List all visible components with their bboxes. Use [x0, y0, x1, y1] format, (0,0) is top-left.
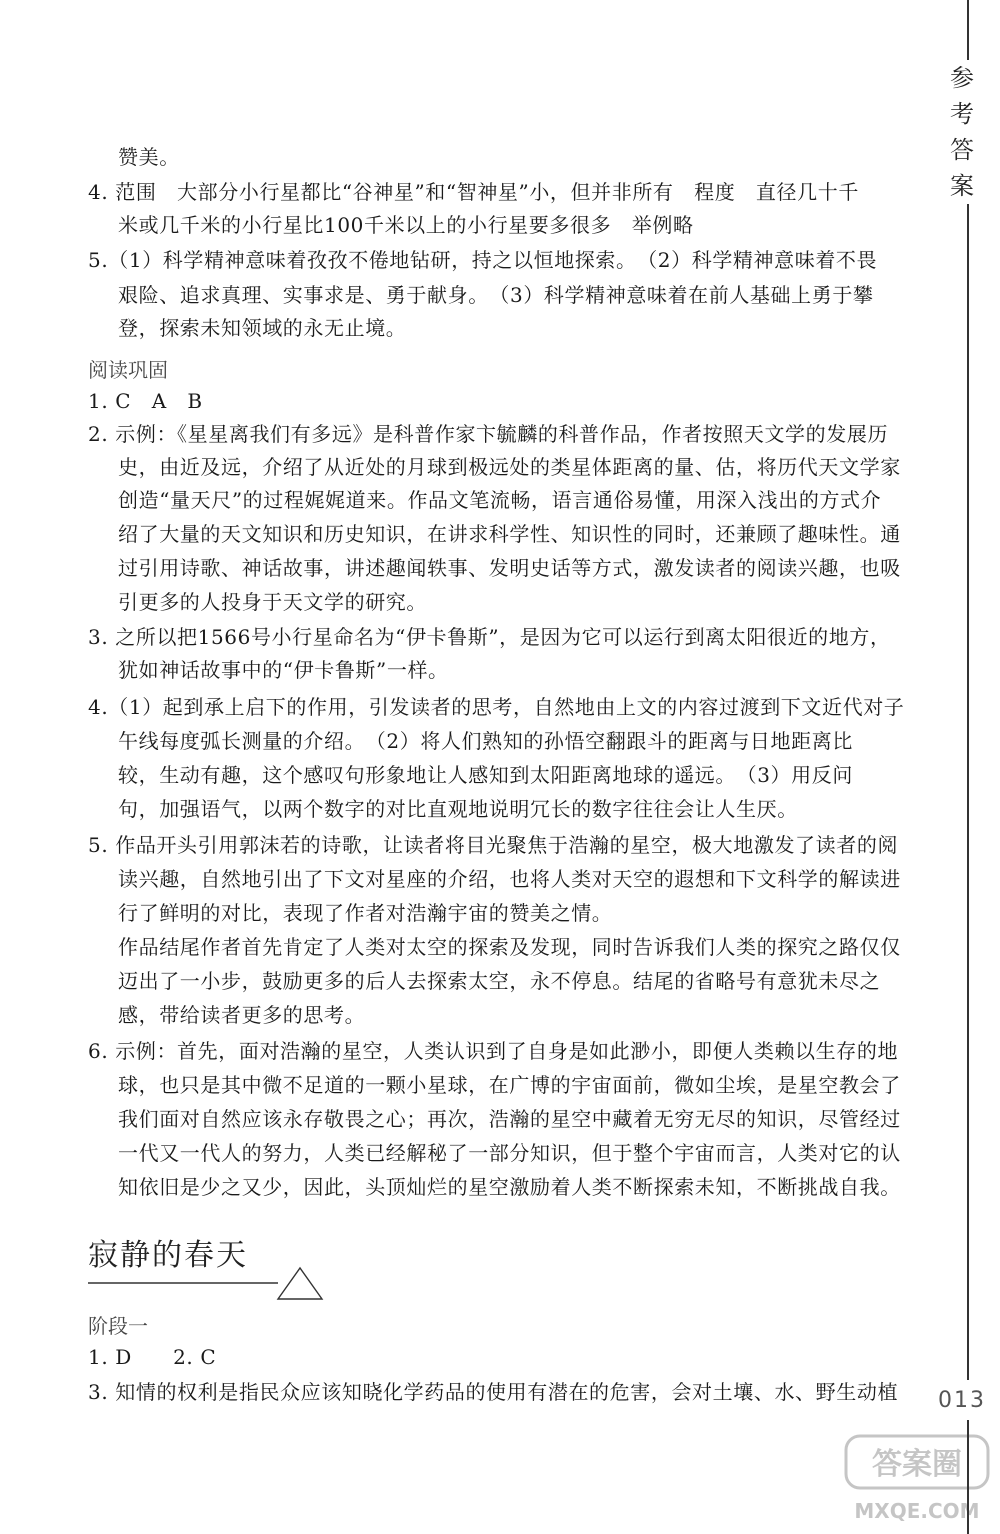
chapter-title: 寂静的春天 — [88, 1238, 248, 1273]
body-line: 感，带给读者更多的思考。 — [118, 1003, 366, 1027]
body-line: 作品结尾作者首先肯定了人类对太空的探索及发现，同时告诉我们人类的探究之路仅仅 — [118, 935, 901, 959]
watermark-logo — [842, 1428, 992, 1528]
body-line: 米或几千米的小行星比100千米以上的小行星要多很多 举例略 — [118, 213, 694, 237]
body-line: 知依旧是少之又少，因此，头顶灿烂的星空激励着人类不断探索未知，不断挑战自我。 — [118, 1175, 901, 1199]
body-line: 1. C A B — [88, 389, 203, 413]
body-line: 创造“量天尺”的过程娓娓道来。作品文笔流畅，语言通俗易懂，用深入浅出的方式介 — [118, 488, 882, 512]
body-line: 6. 示例：首先，面对浩瀚的星空，人类认识到了自身是如此渺小，即便人类赖以生存的地 — [88, 1039, 899, 1063]
side-tab-char: 参 — [950, 64, 974, 92]
body-line: 艰险、追求真理、实事求是、勇于献身。 （3）科学精神意味着在前人基础上勇于攀 — [118, 283, 874, 307]
body-line: 登，探索未知领域的永无止境。 — [118, 316, 407, 340]
body-line: 史，由近及远，介绍了从近处的月球到极远处的类星体距离的量、估，将历代天文学家 — [118, 455, 901, 479]
section-label-stage: 阶段一 — [88, 1314, 148, 1338]
body-line: 球，也只是其中微不足道的一颗小星球，在广博的宇宙面前，微如尘埃，是星空教会了 — [118, 1073, 901, 1097]
body-line: 行了鲜明的对比，表现了作者对浩瀚宇宙的赞美之情。 — [118, 901, 613, 925]
margin-rule — [967, 0, 969, 1380]
page-number: 013 — [938, 1388, 986, 1413]
reference-answer-tab — [944, 60, 980, 204]
body-line: 我们面对自然应该永存敬畏之心；再次，浩瀚的星空中藏着无穷无尽的知识，尽管经过 — [118, 1107, 901, 1131]
body-line: 赞美。 — [118, 145, 180, 169]
body-line: 1. D 2. C — [88, 1345, 217, 1369]
body-line: 3. 之所以把1566号小行星命名为“伊卡鲁斯”，是因为它可以运行到离太阳很近的地方， — [88, 625, 891, 649]
body-line: 引更多的人投身于天文学的研究。 — [118, 590, 427, 614]
triangle-rule-icon — [88, 1263, 328, 1305]
body-line: 3. 知情的权利是指民众应该知晓化学药品的使用有潜在的危害，会对土壤、水、野生动植 — [88, 1380, 899, 1404]
body-line: 5.（1）科学精神意味着孜孜不倦地钻研，持之以恒地探索。 （2）科学精神意味着不畏 — [88, 248, 878, 272]
body-line: 读兴趣，自然地引出了下文对星座的介绍，也将人类对天空的遐想和下文科学的解读进 — [118, 867, 901, 891]
side-tab-char: 答 — [950, 136, 974, 164]
section-label-reading: 阅读巩固 — [88, 358, 168, 382]
body-line: 5. 作品开头引用郭沫若的诗歌，让读者将目光聚焦于浩瀚的星空，极大地激发了读者的阅 — [88, 833, 899, 857]
body-line: 4. 范围 大部分小行星都比“谷神星”和“智神星”小，但并非所有 程度 直径几十千 — [88, 180, 859, 204]
body-line: 迈出了一小步，鼓励更多的后人去探索太空，永不停息。结尾的省略号有意犹未尽之 — [118, 969, 881, 993]
watermark-line2: MXQE.COM — [854, 1499, 980, 1523]
body-line: 句，加强语气，以两个数字的对比直观地说明冗长的数字往往会让人生厌。 — [118, 797, 798, 821]
body-line: 2. 示例：《星星离我们有多远》是科普作家卞毓麟的科普作品，作者按照天文学的发展历 — [88, 422, 889, 446]
body-line: 4.（1）起到承上启下的作用，引发读者的思考，自然地由上文的内容过渡到下文近代对子 — [88, 695, 905, 719]
body-line: 绍了大量的天文知识和历史知识，在讲求科学性、知识性的同时，还兼顾了趣味性。通 — [118, 522, 901, 546]
body-line: 犹如神话故事中的“伊卡鲁斯”一样。 — [118, 658, 449, 682]
body-line: 过引用诗歌、神话故事，讲述趣闻轶事、发明史话等方式，激发读者的阅读兴趣，也吸 — [118, 556, 901, 580]
body-line: 较，生动有趣，这个感叹句形象地让人感知到太阳距离地球的遥远。 （3）用反问 — [118, 763, 853, 787]
side-tab-char: 案 — [950, 172, 974, 200]
watermark-line1: 答案圈 — [872, 1447, 962, 1482]
body-line: 一代又一代人的努力，人类已经解秘了一部分知识，但于整个宇宙而言，人类对它的认 — [118, 1141, 901, 1165]
body-line: 午线每度弧长测量的介绍。 （2）将人们熟知的孙悟空翻跟斗的距离与日地距离比 — [118, 729, 853, 753]
side-tab-char: 考 — [950, 100, 974, 128]
